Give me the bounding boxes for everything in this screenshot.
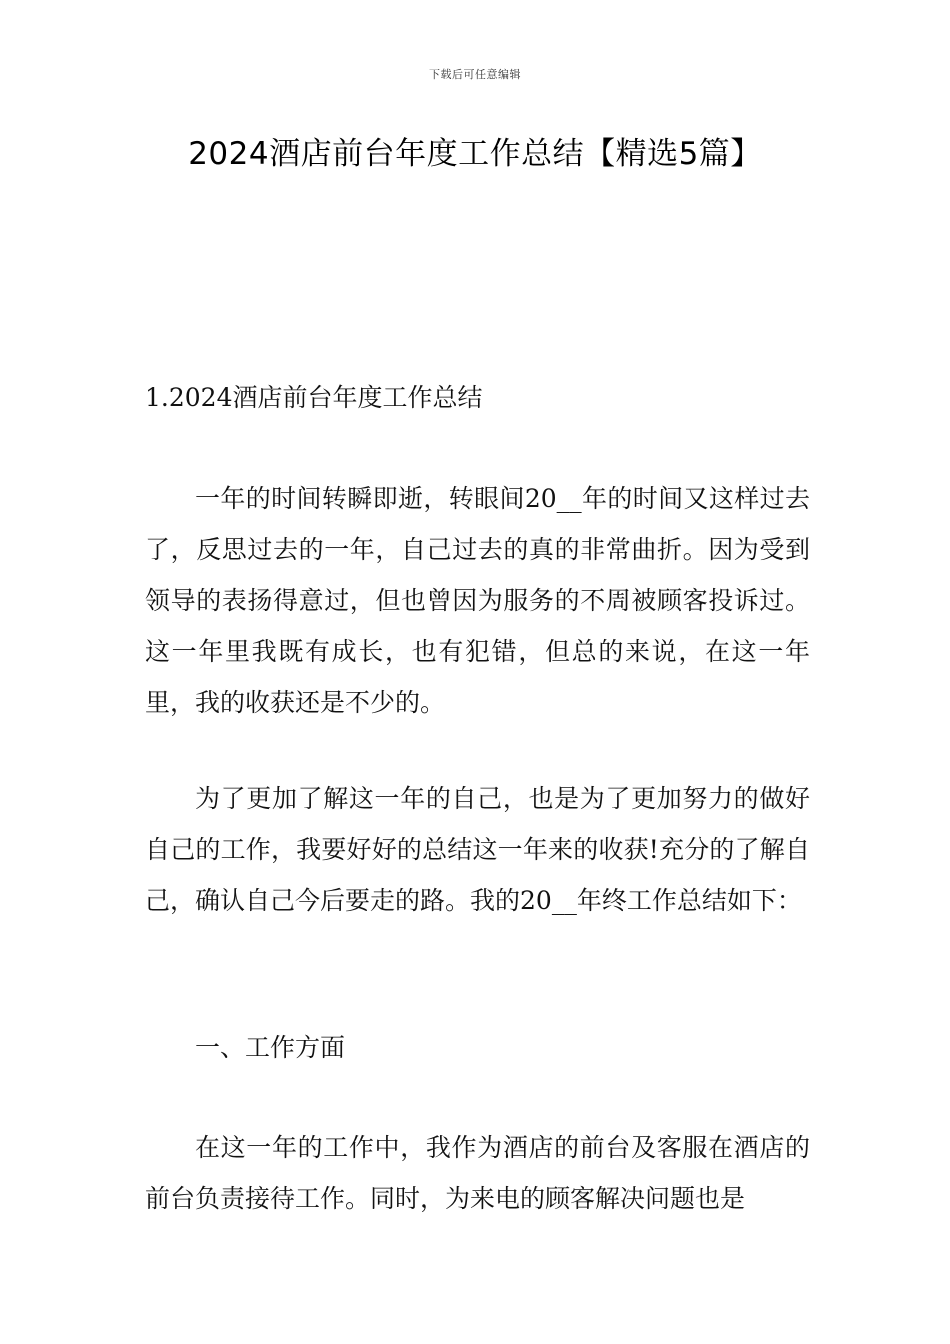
paragraph-1: 一年的时间转瞬即逝，转眼间20__年的时间又这样过去了，反思过去的一年，自己过去的真的非常曲折。因为受到领导的表扬得意过，但也曾因为服务的不周被顾客投诉过。这一年里我既有成长，也有犯错，但总的来说，在这一年里，我的收获还是不少的。 <box>145 484 810 717</box>
document-title: 2024酒店前台年度工作总结【精选5篇】 <box>188 136 762 172</box>
header-note: 下载后可任意编辑 <box>429 68 521 81</box>
subsection-heading: 一、工作方面 <box>195 1033 346 1062</box>
paragraph-2: 为了更加了解这一年的自己，也是为了更加努力的做好自己的工作，我要好好的总结这一年来的收获!充分的了解自己，确认自己今后要走的路。我的20__年终工作总结如下： <box>145 784 810 915</box>
paragraph-3: 在这一年的工作中，我作为酒店的前台及客服在酒店的前台负责接待工作。同时，为来电的顾客解决问题也是 <box>145 1133 810 1213</box>
section-heading: 1.2024酒店前台年度工作总结 <box>145 383 483 412</box>
